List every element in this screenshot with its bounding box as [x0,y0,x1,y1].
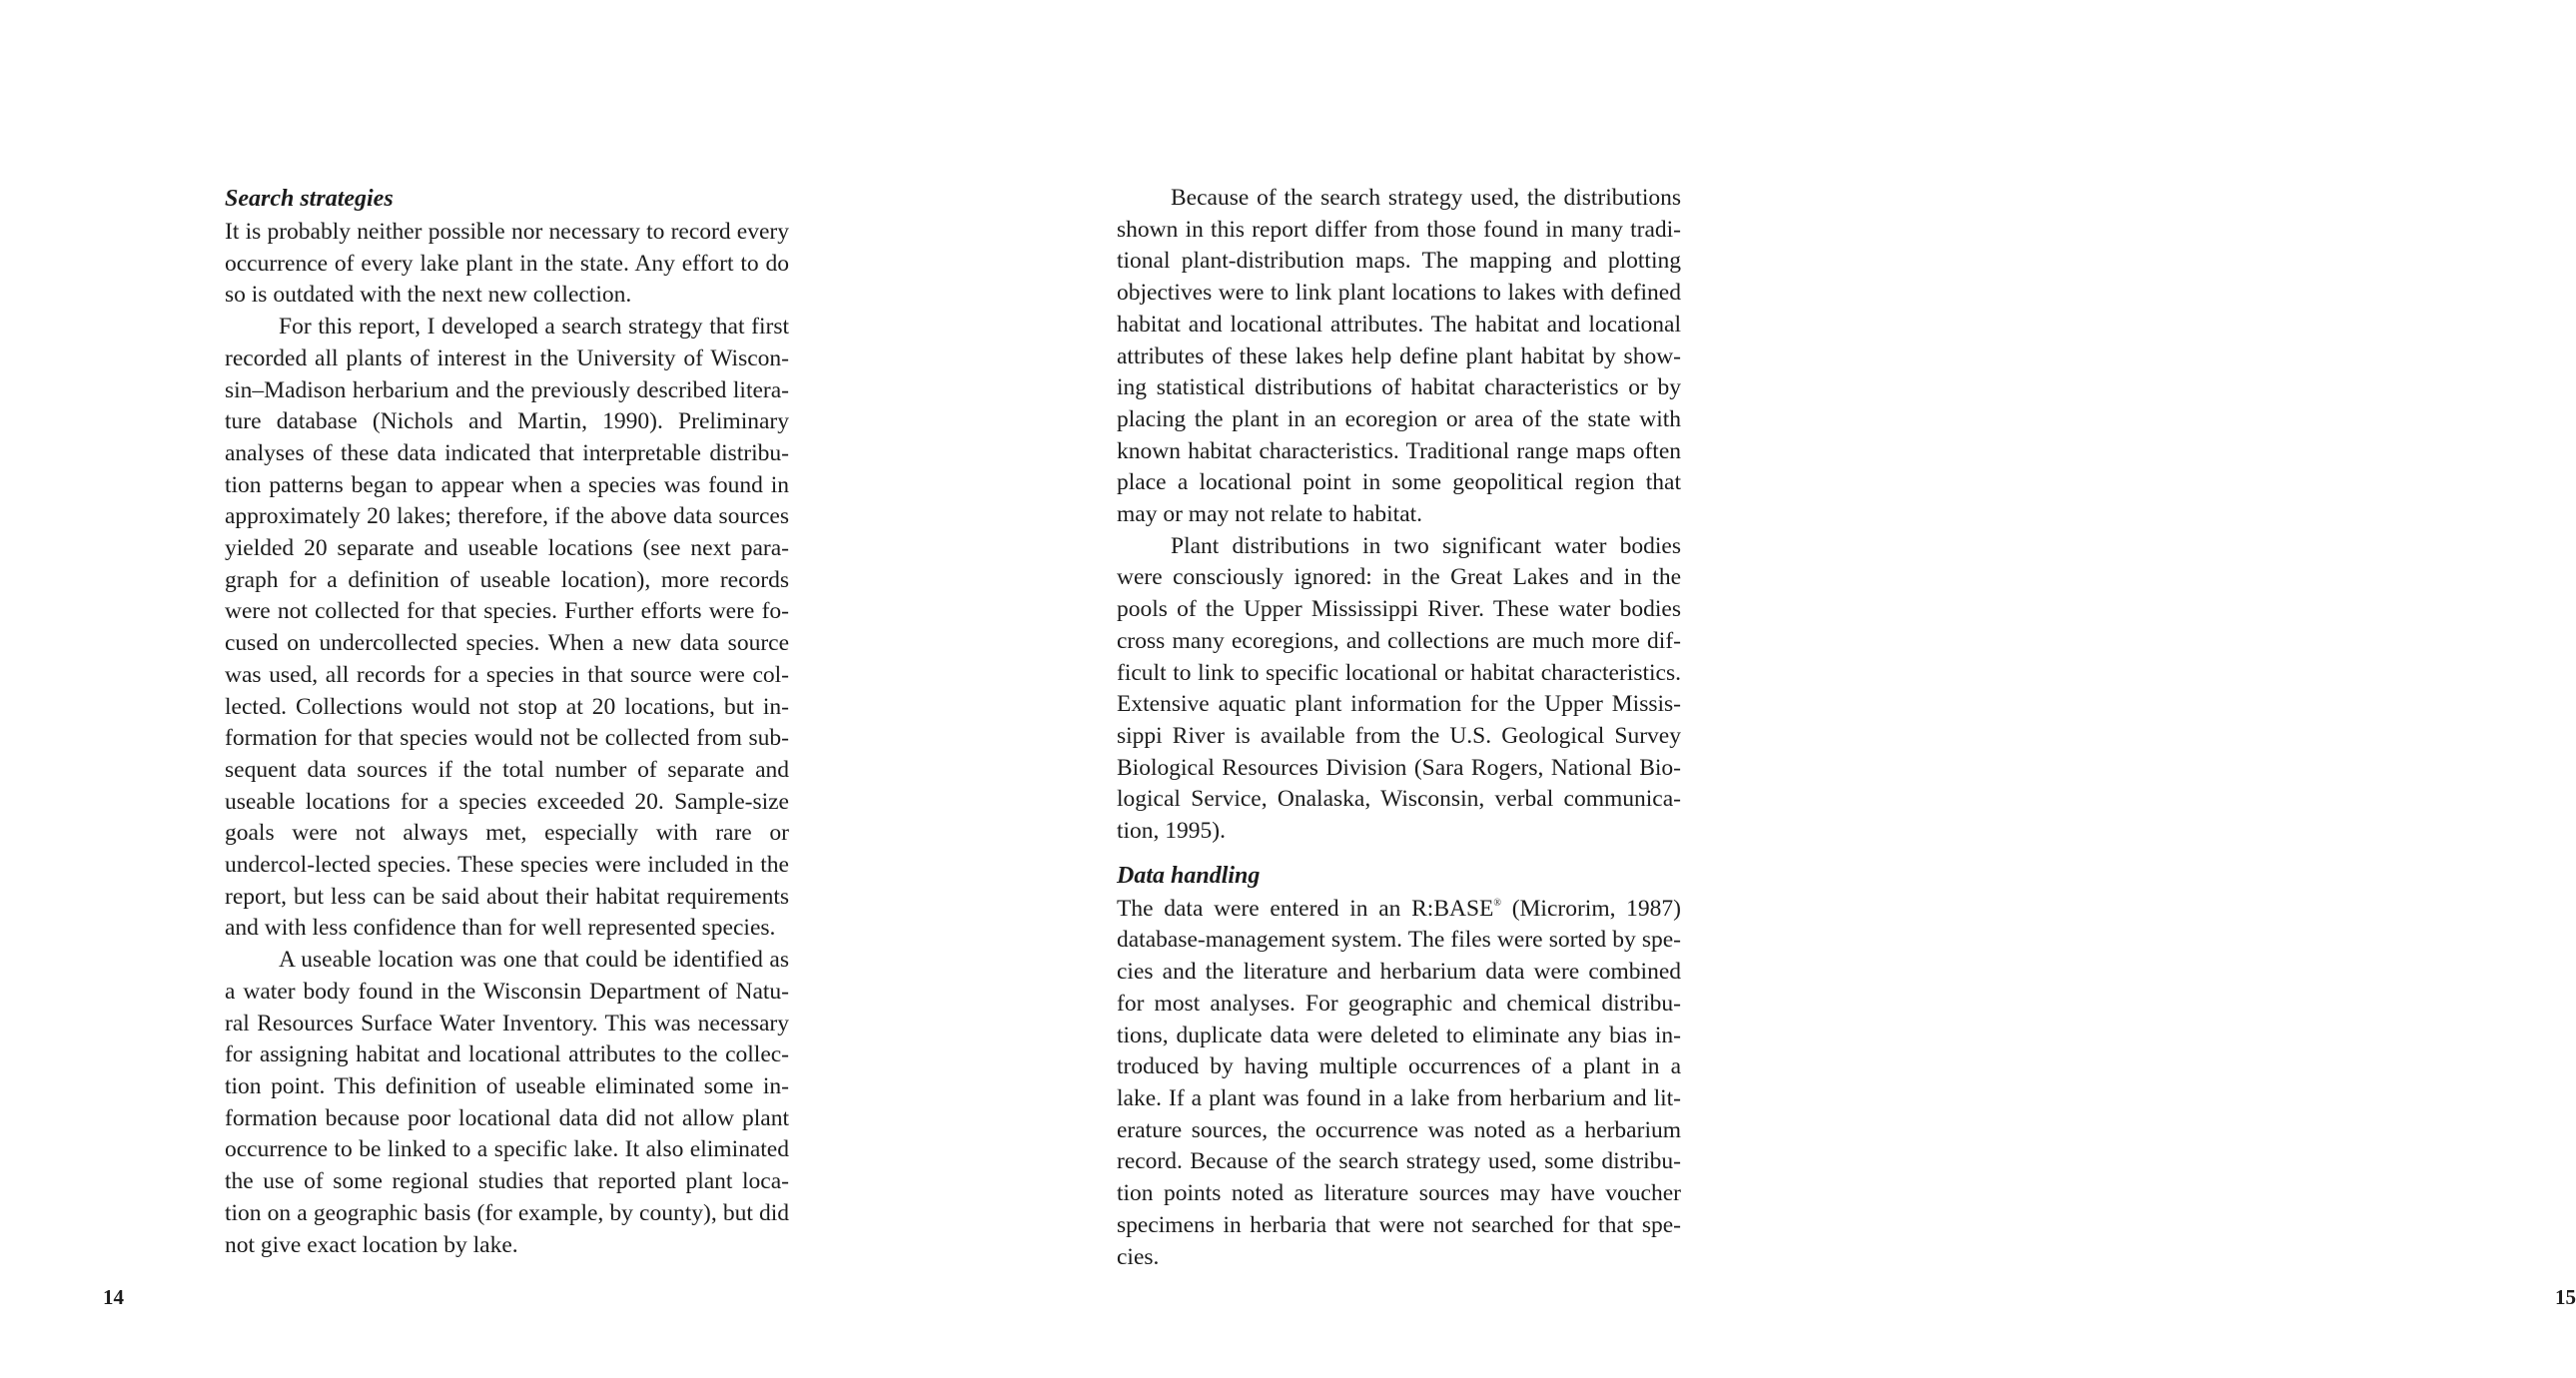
registered-mark: ® [1493,897,1502,909]
paragraph-data-handling [1117,894,1681,1273]
page-number-left: 14 [103,1285,124,1309]
right-page [892,0,2576,1378]
data-handling-body: (Microrim, 1987) database-management system. The files were sorted by spe-cies and the literature and herbarium data were combined for most analyses. For geographic and chemical distribu-tions, duplicate data were deleted to eliminate any bias in-troduced by having multiple occurrences of a plant in a lake. If a plant was found in a lake from herbarium and lit-erature sources, the occurrence was noted as a herbarium record. Because of the search strategy used, some distribu-tion points noted as literature sources may have voucher specimens in herbaria that were not searched for that spe-cies. [1117,895,1682,1270]
search-strategies-heading: Search strategies [225,186,394,212]
paragraph-useable-location: A useable location was one that could be identified as a water body found in the Wisconsin Department of Natu-ral Resources Surface Water Inventory. This was necessary for assigning habitat and locational attributes to the collec-tion point. This definition of useable eliminated some in-formation because poor locational data did not allow plant occurrence to be linked to a specific lake. It also eliminated the use of some regional studies that reported plant loca-tion on a geographic basis (for example, by county), but did not give exact location by lake. [225,947,789,1258]
data-handling-heading: Data handling [1117,862,1261,889]
paragraph-distributions: Because of the search strategy used, the distributions shown in this report differ from those found in many tradi-tional plant-distribution maps. The mapping and plotting objectives were to link plant locations to lakes with defined habitat and locational attributes. The habitat and locational attributes of these lakes help define plant habitat by show-ing statistical distributions of habitat characteristics or by placing the plant in an ecoregion or area of the state with known habitat characteristics. Traditional range maps often place a locational point in some geopolitical region that may or may not relate to habitat. [1117,185,1681,528]
right-text-column [1117,183,1681,1273]
page-number-right: 15 [2555,1285,2576,1309]
left-text-column [225,183,789,1261]
paragraph-intro: It is probably neither possible nor necessary to record every occurrence of every lake plant in the state. Any effort to do so is outdated with the next new collection. [225,219,789,309]
paragraph-water-bodies: Plant distributions in two significant water bodies were consciously ignored: in the Great Lakes and in the pools of the Upper Mississippi River. These water bodies cross many ecoregions, and collections are much more dif-ficult to link to specific locational or habitat characteristics. Extensive aquatic plant information for the Upper Missis-sippi River is available from the U.S. Geological Survey Biological Resources Division (Sara Rogers, National Bio-logical Service, Onalaska, Wisconsin, verbal communica-tion, 1995). [1117,532,1681,845]
data-handling-lead: The data were entered in an R:BASE [1117,895,1494,922]
paragraph-search-strategy: For this report, I developed a search strategy that first recorded all plants of interest in the University of Wiscon-sin–Madison herbarium and the previously described litera-ture database (Nichols and Martin, 1990). Preliminary analyses of these data indicated that interpretable distribu-tion patterns began to appear when a species was found in approximately 20 lakes; therefore, if the above data sources yielded 20 separate and useable locations (see next para-graph for a definition of useable location), more records were not collected for that species. Further efforts were fo-cused on undercollected species. When a new data source was used, all records for a species in that source were col-lected. Collections would not stop at 20 locations, but in-formation for that species would not be collected from sub-sequent data sources if the total number of separate and useable locations for a species exceeded 20. Sample-size goals were not always met, especially with rare or undercol-lected species. These species were included in the report, but less can be said about their habitat requirements and with less confidence than for well represented species. [225,314,789,942]
left-page [0,0,892,1378]
